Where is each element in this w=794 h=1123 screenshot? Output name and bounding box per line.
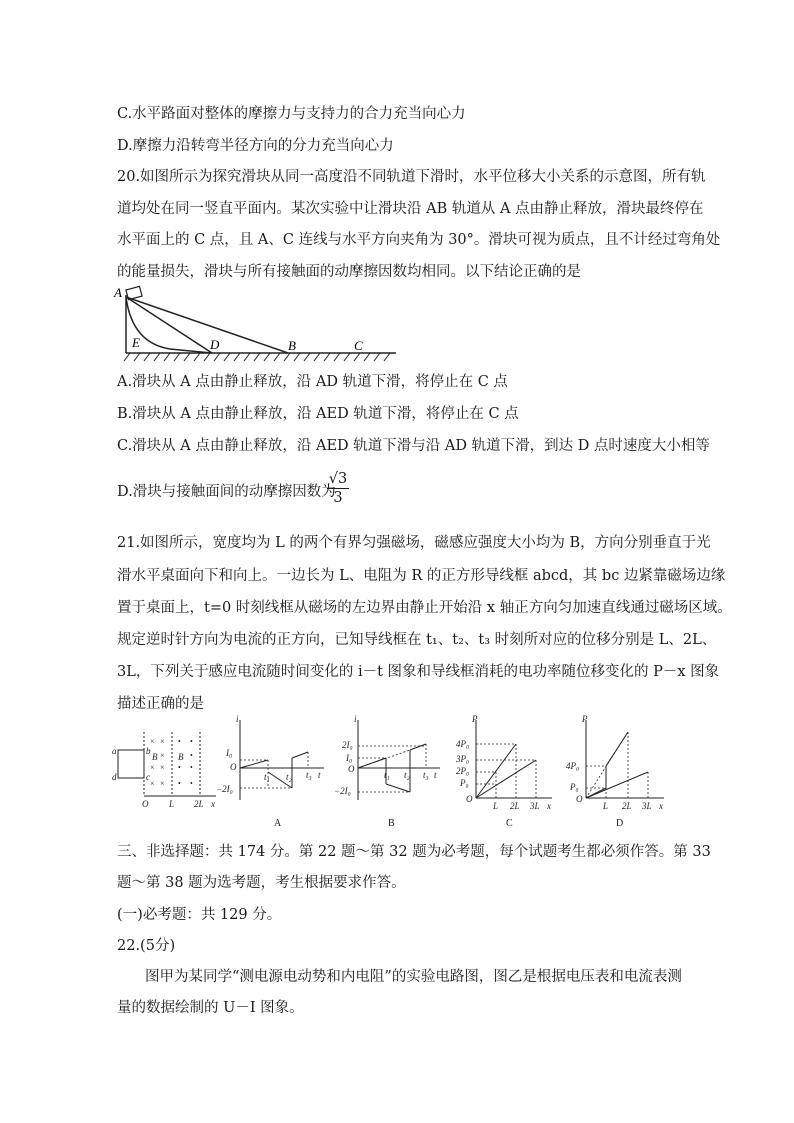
- setup-b1: B: [152, 752, 158, 762]
- graph-a-i0: I₀: [226, 748, 233, 758]
- svg-text:•: •: [178, 737, 181, 746]
- graph-c-4p0: 4P₀: [456, 739, 470, 749]
- section3-line-1: 三、非选择题：共 174 分。第 22 题～第 32 题为必考题，每个试题考生都必须作答。第 33: [117, 844, 711, 860]
- graph-d-4p0: 4P₀: [566, 761, 580, 771]
- graph-b-t: t: [434, 770, 437, 780]
- svg-text:×: ×: [160, 779, 165, 788]
- graph-b-i: i: [354, 714, 357, 724]
- section3-line-2: 题～第 38 题为选考题，考生根据要求作答。: [117, 875, 406, 891]
- setup-x: x: [211, 799, 215, 809]
- graph-d: [566, 714, 664, 829]
- q21-stem-5: 3L，下列关于感应电流随时间变化的 i－t 图象和导线框消耗的电功率随位移变化的 P－x 图象: [117, 664, 720, 680]
- graph-c: [455, 714, 552, 829]
- graph-c-l: L: [493, 801, 499, 811]
- graph-a-t3: t₃: [306, 770, 312, 780]
- graph-b-caption: B: [388, 818, 395, 829]
- svg-text:×: ×: [150, 763, 155, 772]
- q20-option-a: A.滑块从 A 点由静止释放，沿 AD 轨道下滑，将停止在 C 点: [117, 374, 508, 390]
- setup-c: c: [146, 772, 150, 782]
- graph-a-m2i0: −2I₀: [216, 784, 233, 794]
- graph-a-i: i: [236, 714, 239, 724]
- graph-a-t1: t₁: [264, 772, 270, 782]
- svg-text:×: ×: [150, 737, 155, 746]
- graph-c-p: P: [472, 714, 478, 724]
- q20-track-figure: [110, 283, 410, 373]
- option-c-prev: C.水平路面对整体的摩擦力与支持力的合力充当向心力: [117, 106, 466, 122]
- setup-o: O: [142, 799, 149, 809]
- q20-option-d: D.滑块与接触面间的动摩擦因数为: [117, 484, 336, 500]
- option-d-prev: D.摩擦力沿转弯半径方向的分力充当向心力: [117, 138, 394, 154]
- graph-b-m2i0: −2I₀: [334, 786, 351, 796]
- svg-text:×: ×: [160, 737, 165, 746]
- sqrt3-over-3: [327, 470, 349, 507]
- frac-numerator: √3: [328, 471, 348, 487]
- graph-c-3p0: 3P₀: [456, 754, 470, 764]
- svg-text:•: •: [190, 737, 193, 746]
- graph-b: [334, 714, 440, 829]
- q21-stem-4: 规定逆时针方向为电流的正方向，已知导线框在 t₁、t₂、t₃ 时刻所对应的位移分别是 L、2L、: [117, 632, 717, 648]
- graph-c-o: O: [466, 794, 473, 804]
- svg-text:•: •: [178, 763, 181, 772]
- q21-setup-figure: [112, 732, 216, 809]
- svg-text:•: •: [190, 763, 193, 772]
- setup-b2: B: [178, 752, 184, 762]
- svg-text:×: ×: [160, 763, 165, 772]
- graph-d-l: L: [603, 801, 609, 811]
- q21-figures: [112, 714, 682, 832]
- label-d: D: [210, 337, 220, 352]
- setup-a: a: [112, 746, 117, 756]
- q20-stem-1: 20.如图所示为探究滑块从同一高度沿不同轨道下滑时，水平位移大小关系的示意图，所有轨: [117, 169, 706, 185]
- svg-text:×: ×: [160, 751, 165, 760]
- graph-c-x: x: [547, 801, 551, 811]
- frac-denominator: 3: [333, 490, 343, 506]
- label-a: A: [114, 285, 122, 300]
- svg-text:•: •: [190, 751, 193, 760]
- svg-text:•: •: [190, 779, 193, 788]
- graph-a: [216, 714, 324, 829]
- graph-d-x: x: [659, 801, 663, 811]
- q20-option-b: B.滑块从 A 点由静止释放，沿 AED 轨道下滑，将停止在 C 点: [117, 406, 519, 422]
- q20-stem-3: 水平面上的 C 点，且 A、C 连线与水平方向夹角为 30°。滑块可视为质点，且不计经过弯角处: [117, 232, 721, 248]
- graph-c-2p0: 2P₀: [456, 766, 470, 776]
- graph-d-caption: D: [616, 818, 624, 829]
- q22-heading: 22.(5分): [117, 938, 176, 954]
- q21-stem-6: 描述正确的是: [117, 696, 204, 712]
- setup-l: L: [169, 799, 175, 809]
- setup-2l: 2L: [194, 799, 204, 809]
- graph-a-t: t: [318, 770, 321, 780]
- graph-a-o: O: [230, 762, 237, 772]
- graph-c-2l: 2L: [510, 801, 520, 811]
- graph-d-p: P: [582, 714, 588, 724]
- q22-stem-2: 量的数据绘制的 U－I 图象。: [117, 1000, 304, 1016]
- q21-stem-1: 21.如图所示，宽度均为 L 的两个有界匀强磁场，磁感应强度大小均为 B，方向分别垂直于光: [117, 535, 711, 551]
- graph-d-o: O: [576, 794, 583, 804]
- label-b: B: [288, 338, 296, 353]
- label-c: C: [354, 338, 363, 353]
- graph-b-t1: t₁: [384, 770, 390, 780]
- setup-b: b: [146, 746, 151, 756]
- graph-d-3l: 3L: [642, 801, 652, 811]
- graph-c-p0: P₀: [460, 778, 469, 788]
- graph-d-p0: P₀: [570, 782, 579, 792]
- q20-stem-4: 的能量损失，滑块与所有接触面的动摩擦因数均相同。以下结论正确的是: [117, 264, 581, 280]
- q22-stem-1: 图甲为某同学“测电源电动势和内电阻”的实验电路图，图乙是根据电压表和电流表测: [145, 969, 682, 985]
- svg-text:×: ×: [150, 779, 155, 788]
- section3-required: (一)必考题：共 129 分。: [117, 907, 282, 923]
- svg-text:•: •: [178, 779, 181, 788]
- graph-a-t2: t₂: [286, 772, 292, 782]
- q20-option-c: C.滑块从 A 点由静止释放，沿 AED 轨道下滑与沿 AD 轨道下滑，到达 D 点时速度大小相等: [117, 438, 710, 454]
- graph-d-2l: 2L: [622, 801, 632, 811]
- setup-d: d: [112, 772, 117, 782]
- label-e: E: [132, 335, 140, 350]
- graph-b-2i0: 2I₀: [342, 740, 353, 750]
- graph-b-t2: t₂: [404, 770, 410, 780]
- graph-b-t3: t₃: [423, 770, 429, 780]
- graph-c-caption: C: [506, 818, 513, 829]
- graph-b-o: O: [348, 764, 355, 774]
- q20-stem-2: 道均处在同一竖直平面内。某次实验中让滑块沿 AB 轨道从 A 点由静止释放，滑块最终停在: [117, 201, 704, 217]
- graph-b-i0: I₀: [346, 753, 353, 763]
- q21-stem-2: 滑水平桌面向下和向上。一边长为 L、电阻为 R 的正方形导线框 abcd，其 bc 边紧靠磁场边缘: [117, 568, 726, 584]
- graph-c-3l: 3L: [530, 801, 540, 811]
- q21-stem-3: 置于桌面上，t=0 时刻线框从磁场的左边界由静止开始沿 x 轴正方向匀加速直线通过磁场区域。: [117, 600, 732, 616]
- graph-a-caption: A: [274, 818, 282, 829]
